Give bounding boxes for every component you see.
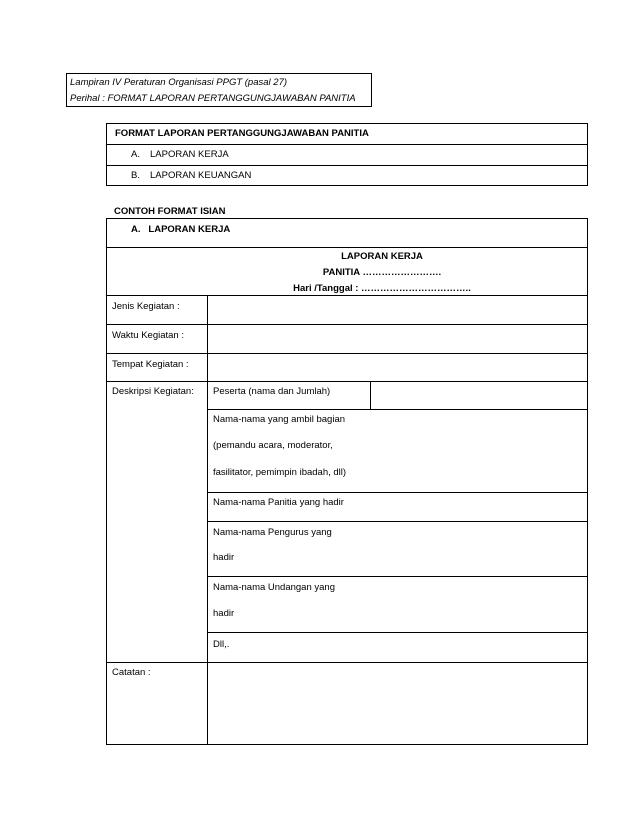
date-line: Hari /Tanggal : …………………………….. xyxy=(293,283,471,294)
row-line xyxy=(207,632,587,633)
row-line xyxy=(107,295,587,296)
row-line xyxy=(207,521,587,522)
waktu-kegiatan-label: Waktu Kegiatan : xyxy=(112,330,184,341)
row-line xyxy=(207,576,587,577)
reference-line-1: Lampiran IV Peraturan Organisasi PPGT (pasal 27) xyxy=(70,77,288,88)
section-label: A. LAPORAN KERJA xyxy=(131,224,231,235)
ambil-bagian-item: Nama-nama yang ambil bagian xyxy=(213,414,346,425)
dll-item: Dll,. xyxy=(213,639,230,650)
peserta-item: Peserta (nama dan Jumlah) xyxy=(213,386,331,397)
catatan-label: Catatan : xyxy=(112,667,151,678)
panitia-hadir-item: Nama-nama Panitia yang hadir xyxy=(213,497,344,508)
row-line xyxy=(207,492,587,493)
row-line xyxy=(107,247,587,248)
format-item-letter: A. xyxy=(131,149,140,160)
divider xyxy=(107,165,587,166)
ambil-bagian-item: fasilitator, pemimpin ibadah, dll) xyxy=(213,467,347,478)
deskripsi-kegiatan-label: Deskripsi Kegiatan: xyxy=(112,386,194,397)
format-item-label: LAPORAN KEUANGAN xyxy=(150,170,252,181)
divider xyxy=(107,144,587,145)
row-line xyxy=(107,353,587,354)
pengurus-item: Nama-nama Pengurus yang xyxy=(213,527,332,538)
report-form-table xyxy=(106,218,588,745)
row-line xyxy=(207,409,587,410)
column-line xyxy=(207,295,208,745)
format-item-letter: B. xyxy=(131,170,140,181)
undangan-item: hadir xyxy=(213,608,235,619)
column-line xyxy=(370,381,371,409)
panitia-line: PANITIA ……………………. xyxy=(322,267,442,278)
undangan-item: Nama-nama Undangan yang xyxy=(213,582,335,593)
jenis-kegiatan-label: Jenis Kegiatan : xyxy=(112,301,180,312)
row-line xyxy=(107,381,587,382)
ambil-bagian-item: (pemandu acara, moderator, xyxy=(213,440,333,451)
format-box xyxy=(106,123,588,186)
example-heading: CONTOH FORMAT ISIAN xyxy=(114,206,226,217)
format-item-label: LAPORAN KERJA xyxy=(150,149,229,160)
row-line xyxy=(107,324,587,325)
row-line xyxy=(107,662,587,663)
report-title: LAPORAN KERJA xyxy=(341,251,423,262)
format-title: FORMAT LAPORAN PERTANGGUNGJAWABAN PANITIA xyxy=(115,128,369,139)
tempat-kegiatan-label: Tempat Kegiatan : xyxy=(112,359,189,370)
pengurus-item: hadir xyxy=(213,552,235,563)
reference-box xyxy=(66,73,372,107)
reference-line-2: Perihal : FORMAT LAPORAN PERTANGGUNGJAWABAN PANITIA xyxy=(70,93,356,104)
